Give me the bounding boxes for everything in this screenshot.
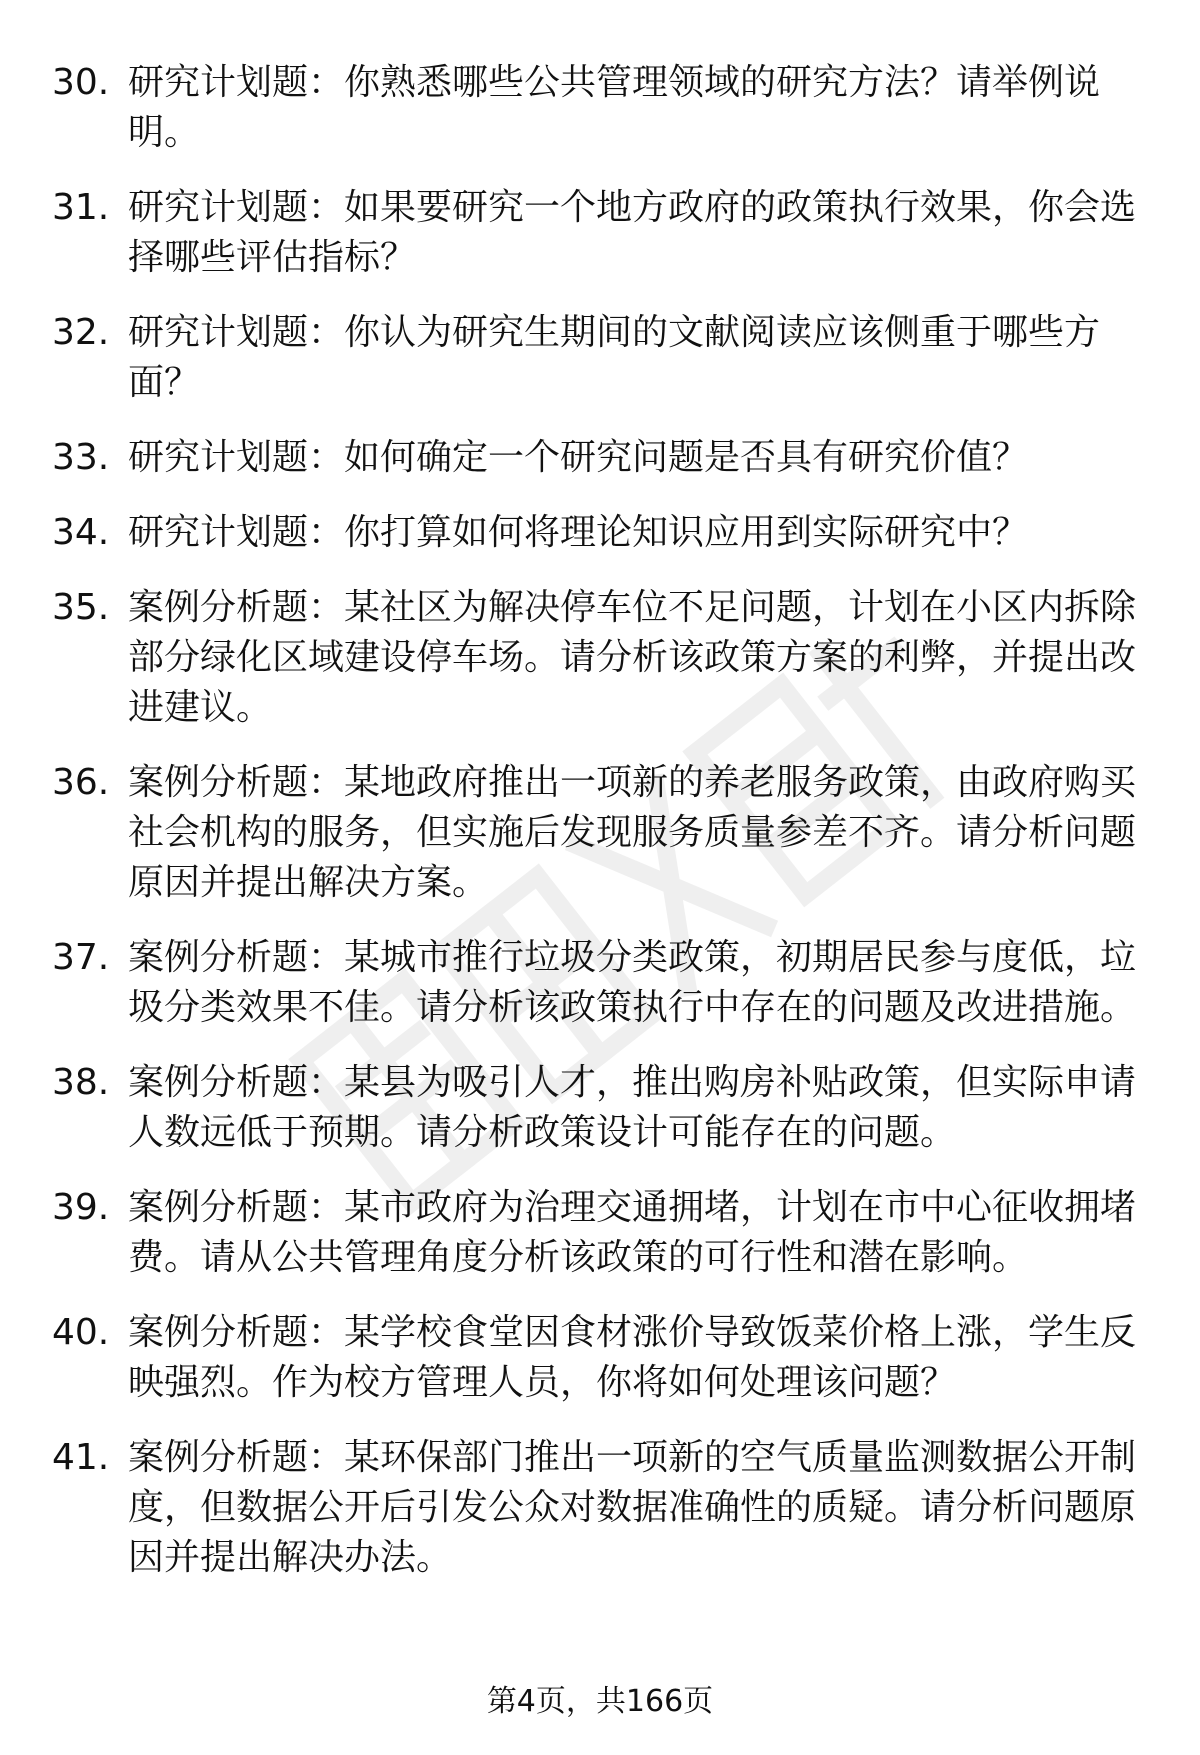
question-text: 案例分析题：某环保部门推出一项新的空气质量监测数据公开制度，但数据公开后引发公众对数据准确性的质疑。请分析问题原因并提出解决办法。 <box>128 1437 1137 1578</box>
question-number: 31. <box>52 187 110 228</box>
question-item <box>52 583 1142 733</box>
question-item <box>52 1433 1142 1583</box>
question-item <box>52 758 1142 908</box>
question-number: 41. <box>52 1437 110 1478</box>
question-list <box>52 58 1142 1608</box>
page-footer <box>0 1682 1200 1722</box>
question-text: 研究计划题：如何确定一个研究问题是否具有研究价值？ <box>128 437 1029 478</box>
question-text: 案例分析题：某社区为解决停车位不足问题，计划在小区内拆除部分绿化区域建设停车场。请分析该政策方案的利弊，并提出改进建议。 <box>128 587 1137 728</box>
question-text: 案例分析题：某市政府为治理交通拥堵，计划在市中心征收拥堵费。请从公共管理角度分析该政策的可行性和潜在影响。 <box>128 1187 1137 1278</box>
page-indicator: 第4页，共166页 <box>486 1684 714 1719</box>
question-text: 研究计划题：你认为研究生期间的文献阅读应该侧重于哪些方面？ <box>128 312 1101 403</box>
question-item <box>52 1308 1142 1408</box>
question-item <box>52 308 1142 408</box>
question-number: 38. <box>52 1062 110 1103</box>
question-text: 研究计划题：如果要研究一个地方政府的政策执行效果，你会选择哪些评估指标？ <box>128 187 1137 278</box>
question-item <box>52 58 1142 158</box>
question-number: 30. <box>52 62 110 103</box>
question-text: 案例分析题：某城市推行垃圾分类政策，初期居民参与度低，垃圾分类效果不佳。请分析该政策执行中存在的问题及改进措施。 <box>128 937 1137 1028</box>
question-number: 37. <box>52 937 110 978</box>
question-number: 39. <box>52 1187 110 1228</box>
question-number: 34. <box>52 512 110 553</box>
question-text: 案例分析题：某学校食堂因食材涨价导致饭菜价格上涨，学生反映强烈。作为校方管理人员，你将如何处理该问题？ <box>128 1312 1137 1403</box>
question-text: 研究计划题：你打算如何将理论知识应用到实际研究中？ <box>128 512 1029 553</box>
question-text: 案例分析题：某地政府推出一项新的养老服务政策，由政府购买社会机构的服务，但实施后发现服务质量参差不齐。请分析问题原因并提出解决方案。 <box>128 762 1137 903</box>
question-text: 研究计划题：你熟悉哪些公共管理领域的研究方法？请举例说明。 <box>128 62 1101 153</box>
question-item <box>52 933 1142 1033</box>
question-item <box>52 1058 1142 1158</box>
question-number: 33. <box>52 437 110 478</box>
question-number: 36. <box>52 762 110 803</box>
question-item <box>52 183 1142 283</box>
question-text: 案例分析题：某县为吸引人才，推出购房补贴政策，但实际申请人数远低于预期。请分析政策设计可能存在的问题。 <box>128 1062 1137 1153</box>
question-number: 32. <box>52 312 110 353</box>
question-item <box>52 433 1142 483</box>
question-number: 35. <box>52 587 110 628</box>
question-number: 40. <box>52 1312 110 1353</box>
question-item <box>52 1183 1142 1283</box>
question-item <box>52 508 1142 558</box>
